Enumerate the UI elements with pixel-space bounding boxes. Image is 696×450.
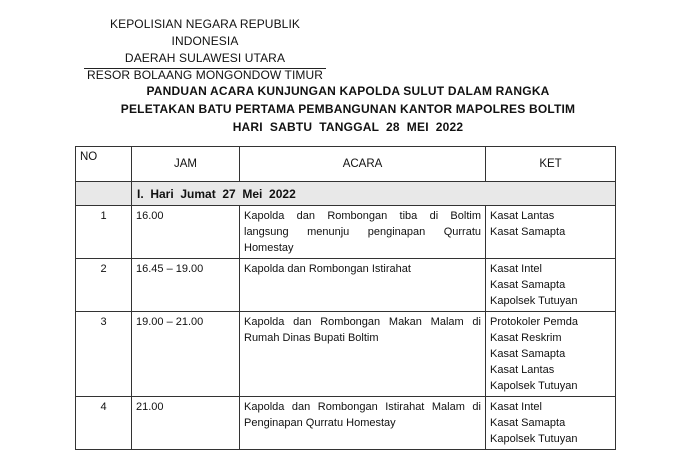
row-time: 21.00	[132, 397, 240, 450]
officer-name: Kasat Lantas	[490, 210, 555, 222]
officer-name: Kasat Reskrim	[490, 332, 562, 344]
officer-name: Kasat Samapta	[490, 417, 566, 429]
title-line-1: PANDUAN ACARA KUNJUNGAN KAPOLDA SULUT DALAM RANGKA	[146, 84, 550, 98]
header-no: NO	[76, 147, 132, 182]
officer-name: Kasat Intel	[490, 263, 542, 275]
header-ket: KET	[486, 147, 616, 182]
table-header-row	[76, 147, 616, 182]
officer-name: Kapolsek Tutuyan	[490, 433, 578, 445]
row-officers	[486, 312, 616, 397]
header-acara: ACARA	[240, 147, 486, 182]
section-row	[76, 182, 616, 206]
section-label: I. Hari Jumat 27 Mei 2022	[132, 182, 616, 206]
letterhead-line-3: RESOR BOLAANG MONGONDOW TIMUR	[86, 68, 324, 82]
section-spacer	[76, 182, 132, 206]
document-title	[0, 82, 696, 136]
row-officers	[486, 206, 616, 259]
officer-name: Kasat Lantas	[490, 364, 555, 376]
row-number: 2	[76, 259, 132, 312]
row-time: 16.00	[132, 206, 240, 259]
row-event: Kapolda dan Rombongan tiba di Boltim langsung menunju penginapan Qurratu Homestay	[240, 206, 486, 259]
title-line-2: PELETAKAN BATU PERTAMA PEMBANGUNAN KANTOR MAPOLRES BOLTIM	[120, 102, 576, 116]
table-row	[76, 312, 616, 397]
letterhead-line-1: KEPOLISIAN NEGARA REPUBLIK INDONESIA	[109, 17, 300, 48]
table-row	[76, 397, 616, 450]
letterhead	[82, 16, 328, 84]
row-event: Kapolda dan Rombongan Makan Malam di Rumah Dinas Bupati Boltim	[240, 312, 486, 397]
officer-name: Kapolsek Tutuyan	[490, 380, 578, 392]
row-event: Kapolda dan Rombongan Istirahat Malam di Penginapan Qurratu Homestay	[240, 397, 486, 450]
letterhead-underline	[84, 68, 326, 69]
row-officers	[486, 397, 616, 450]
row-time: 19.00 – 21.00	[132, 312, 240, 397]
agenda-table	[75, 146, 616, 450]
table-row	[76, 259, 616, 312]
row-time: 16.45 – 19.00	[132, 259, 240, 312]
officer-name: Kasat Samapta	[490, 348, 566, 360]
row-number: 3	[76, 312, 132, 397]
row-number: 4	[76, 397, 132, 450]
row-event: Kapolda dan Rombongan Istirahat	[240, 259, 486, 312]
officer-name: Kasat Samapta	[490, 279, 566, 291]
title-line-3: HARI SABTU TANGGAL 28 MEI 2022	[232, 120, 464, 134]
row-officers	[486, 259, 616, 312]
letterhead-line-2: DAERAH SULAWESI UTARA	[124, 51, 286, 65]
officer-name: Kasat Intel	[490, 401, 542, 413]
table-row	[76, 206, 616, 259]
officer-name: Protokoler Pemda	[490, 316, 579, 328]
officer-name: Kasat Samapta	[490, 226, 566, 238]
header-jam: JAM	[132, 147, 240, 182]
officer-name: Kapolsek Tutuyan	[490, 295, 578, 307]
row-number: 1	[76, 206, 132, 259]
